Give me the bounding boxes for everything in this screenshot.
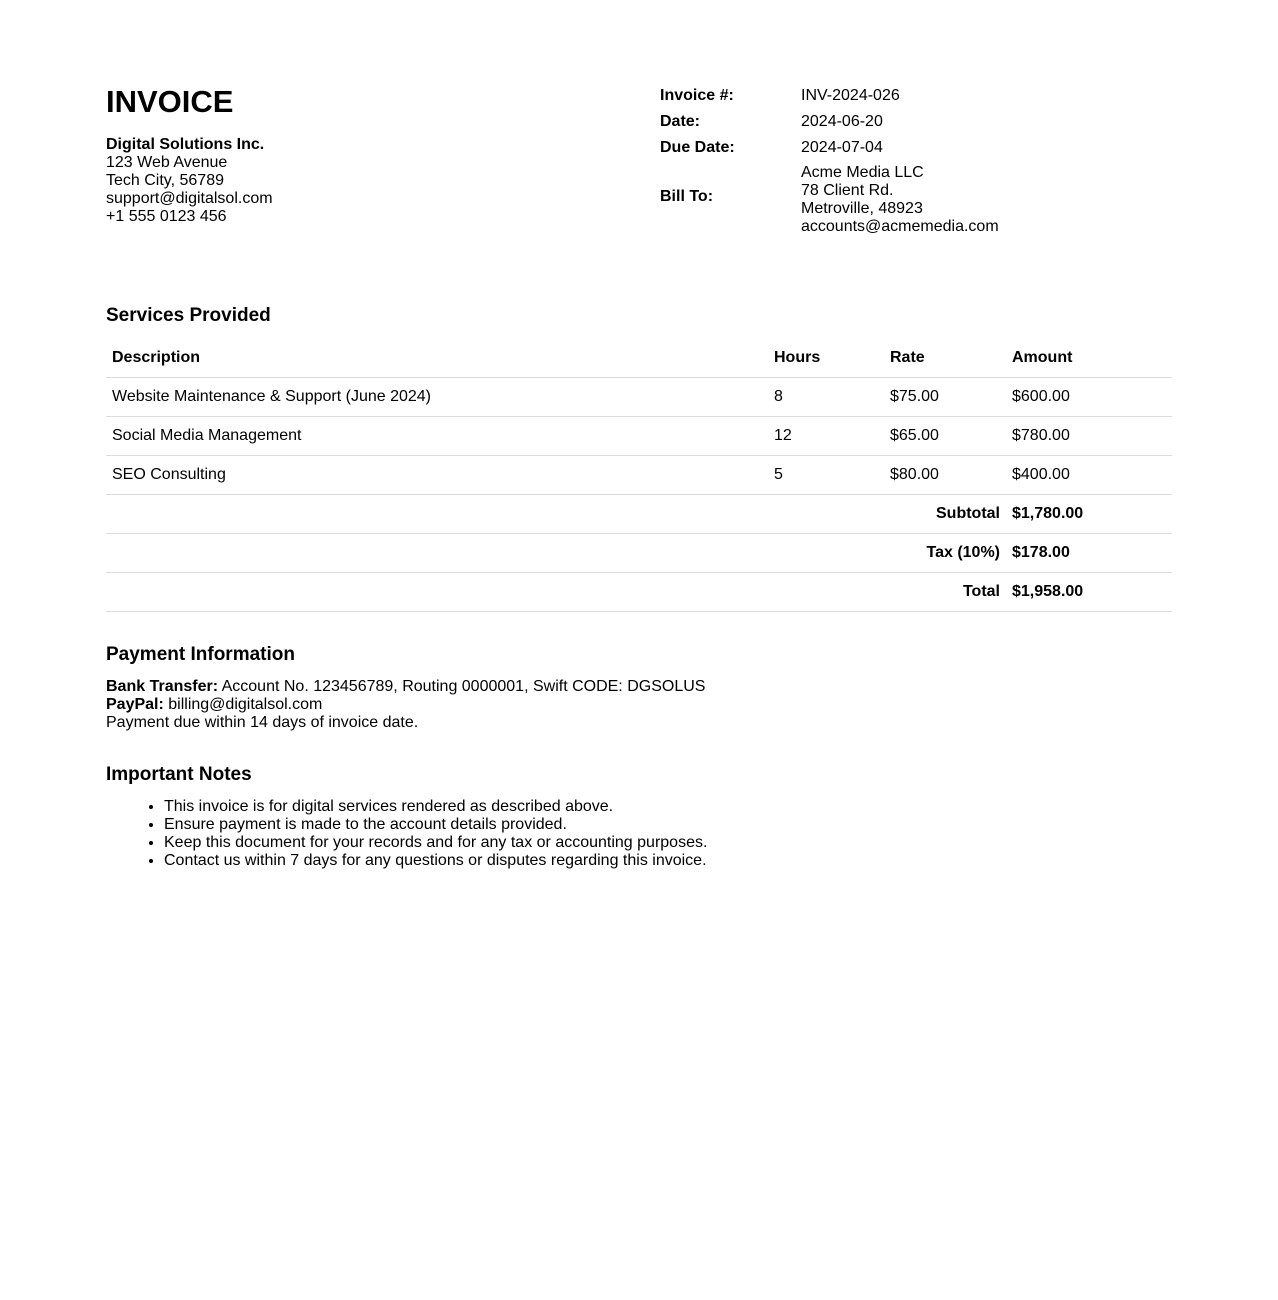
company-email: support@digitalsol.com xyxy=(106,190,273,207)
column-header-rate: Rate xyxy=(884,339,1006,378)
subtotal-row xyxy=(106,495,1172,534)
table-row xyxy=(106,456,1172,495)
company-name: Digital Solutions Inc. xyxy=(106,136,265,153)
item-description: Website Maintenance & Support (June 2024) xyxy=(106,378,768,417)
company-info xyxy=(106,136,273,226)
list-item: • Contact us within 7 days for any questions or disputes regarding this invoice. xyxy=(164,852,707,870)
invoice-date-label: Date: xyxy=(660,113,701,130)
paypal-label: PayPal: xyxy=(106,696,164,713)
invoice-date-value: 2024-06-20 xyxy=(801,113,883,130)
bill-to-row xyxy=(660,164,1180,236)
invoice-number-row xyxy=(660,86,1180,112)
item-description: SEO Consulting xyxy=(106,456,768,495)
notes-list xyxy=(106,798,707,870)
bill-to-details xyxy=(801,164,999,236)
company-address-line2: Tech City, 56789 xyxy=(106,172,224,189)
bill-to-label: Bill To: xyxy=(660,188,714,205)
client-email: accounts@acmemedia.com xyxy=(801,218,999,235)
item-hours: 12 xyxy=(768,417,884,456)
total-label: Total xyxy=(106,573,1006,612)
company-phone: +1 555 0123 456 xyxy=(106,208,227,225)
payment-heading: Payment Information xyxy=(106,644,295,665)
item-rate: $65.00 xyxy=(884,417,1006,456)
table-header-row xyxy=(106,339,1172,378)
column-header-amount: Amount xyxy=(1006,339,1172,378)
item-hours: 8 xyxy=(768,378,884,417)
table-row xyxy=(106,417,1172,456)
invoice-date-row xyxy=(660,112,1180,138)
invoice-title: INVOICE xyxy=(106,84,234,119)
subtotal-label: Subtotal xyxy=(106,495,1006,534)
bank-transfer-label: Bank Transfer: xyxy=(106,678,219,695)
item-rate: $80.00 xyxy=(884,456,1006,495)
column-header-description: Description xyxy=(106,339,768,378)
tax-row xyxy=(106,534,1172,573)
item-hours: 5 xyxy=(768,456,884,495)
subtotal-value: $1,780.00 xyxy=(1006,495,1172,534)
list-item: • This invoice is for digital services rendered as described above. xyxy=(164,798,707,816)
bank-transfer-value: Account No. 123456789, Routing 0000001, Swift CODE: DGSOLUS xyxy=(221,678,706,695)
client-name: Acme Media LLC xyxy=(801,164,924,181)
tax-value: $178.00 xyxy=(1006,534,1172,573)
payment-info xyxy=(106,678,705,732)
column-header-hours: Hours xyxy=(768,339,884,378)
invoice-meta xyxy=(660,86,1180,236)
item-amount: $600.00 xyxy=(1006,378,1172,417)
item-rate: $75.00 xyxy=(884,378,1006,417)
table-row xyxy=(106,378,1172,417)
item-amount: $780.00 xyxy=(1006,417,1172,456)
payment-terms: Payment due within 14 days of invoice date. xyxy=(106,714,419,731)
services-heading: Services Provided xyxy=(106,305,271,326)
services-table xyxy=(106,339,1172,612)
paypal-line xyxy=(106,696,705,714)
total-value: $1,958.00 xyxy=(1006,573,1172,612)
list-item: • Ensure payment is made to the account details provided. xyxy=(164,816,707,834)
paypal-value: billing@digitalsol.com xyxy=(168,696,323,713)
total-row xyxy=(106,573,1172,612)
client-address-line1: 78 Client Rd. xyxy=(801,182,894,199)
client-address-line2: Metroville, 48923 xyxy=(801,200,923,217)
due-date-value: 2024-07-04 xyxy=(801,139,883,156)
due-date-label: Due Date: xyxy=(660,139,735,156)
invoice-number-label: Invoice #: xyxy=(660,87,734,104)
item-amount: $400.00 xyxy=(1006,456,1172,495)
list-item: • Keep this document for your records and for any tax or accounting purposes. xyxy=(164,834,707,852)
notes-heading: Important Notes xyxy=(106,764,252,785)
due-date-row xyxy=(660,138,1180,164)
company-address-line1: 123 Web Avenue xyxy=(106,154,228,171)
tax-label: Tax (10%) xyxy=(106,534,1006,573)
bank-transfer-line xyxy=(106,678,705,696)
invoice-number-value: INV-2024-026 xyxy=(801,87,900,104)
item-description: Social Media Management xyxy=(106,417,768,456)
